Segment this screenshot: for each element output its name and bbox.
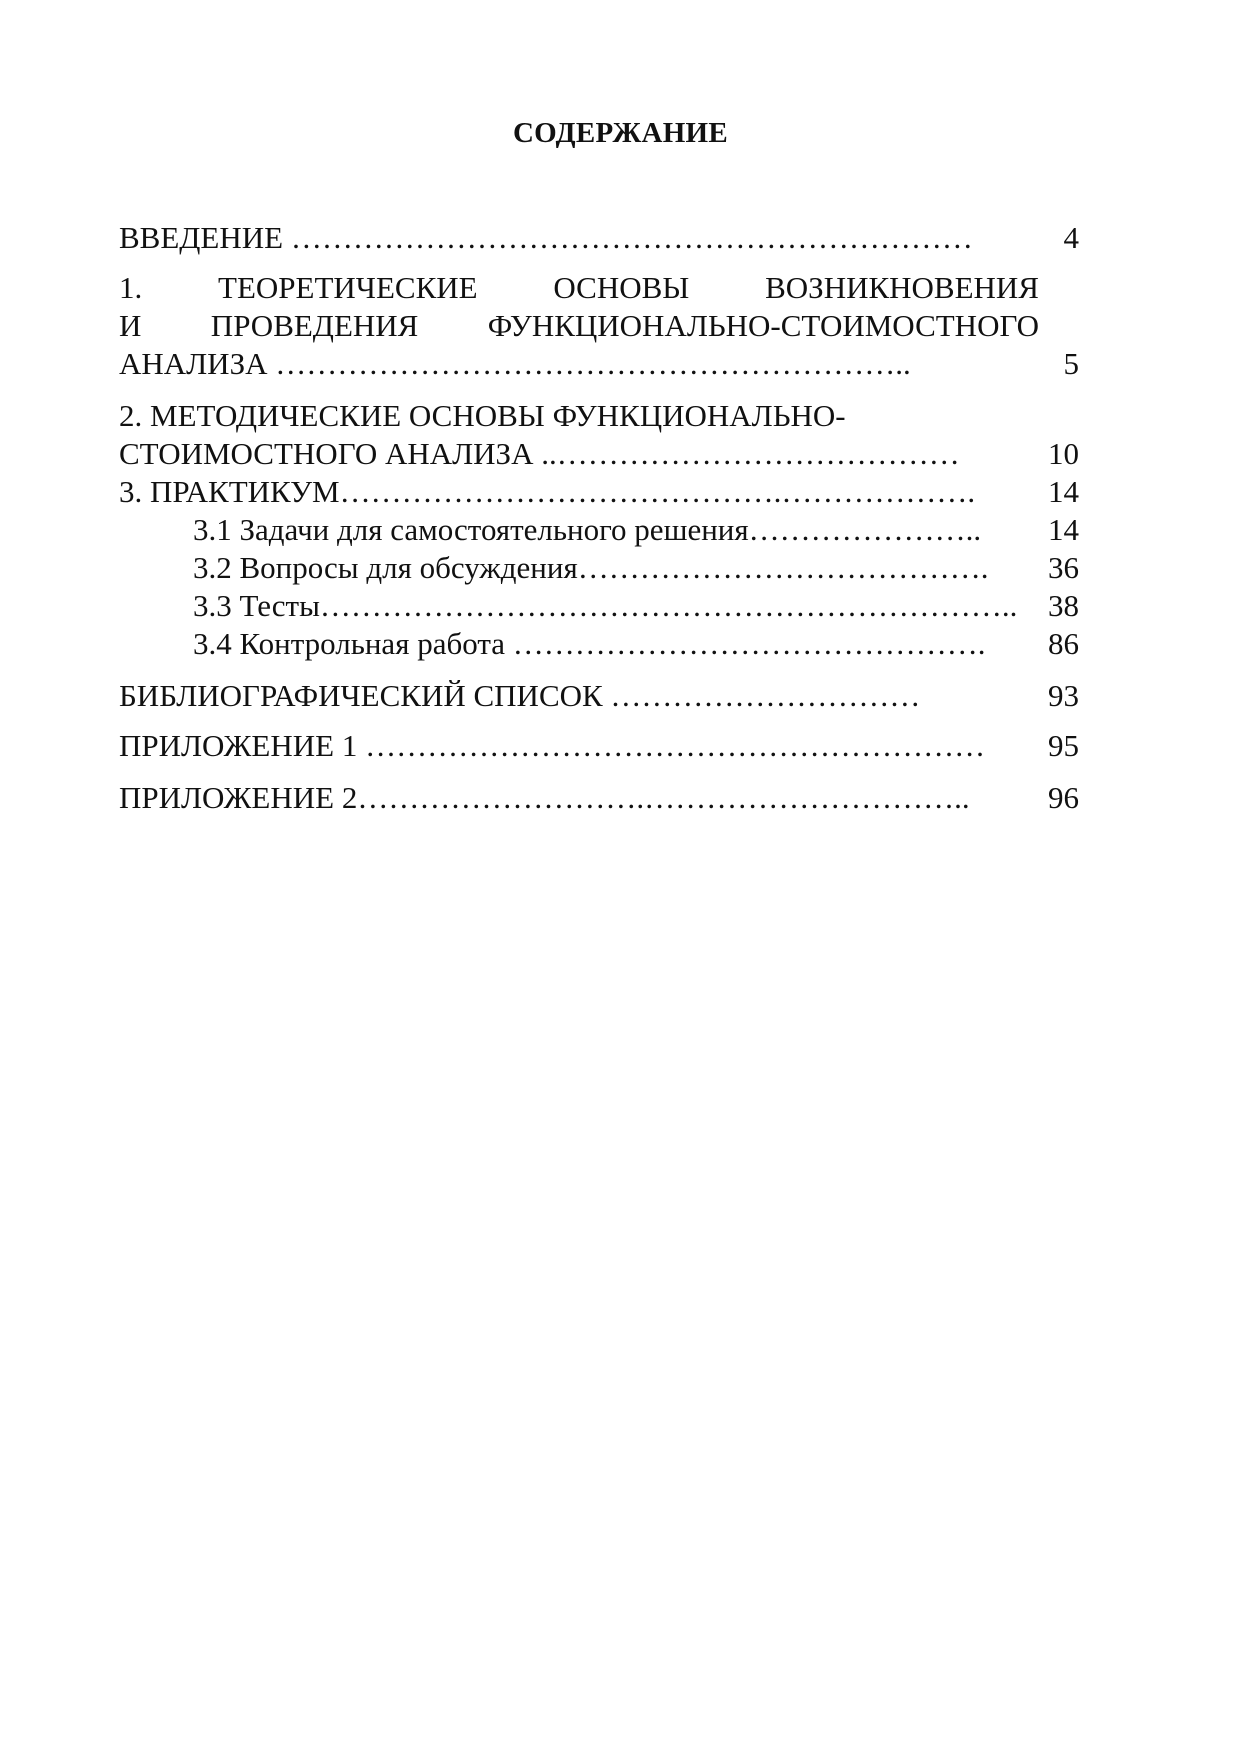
toc-page-number: 93: [1048, 678, 1079, 713]
toc-entry-section-3-1[interactable]: [193, 512, 1049, 548]
toc-entry-chapter-2-line-1[interactable]: 2. МЕТОДИЧЕСКИЕ ОСНОВЫ ФУНКЦИОНАЛЬНО-: [119, 398, 846, 433]
toc-entry-label: АНАЛИЗА ……………………………………………………..: [119, 346, 911, 381]
toc-entry-label: БИБЛИОГРАФИЧЕСКИЙ СПИСОК …………………………: [119, 678, 921, 713]
toc-entry-chapter-2-line-2[interactable]: [119, 436, 1039, 472]
toc-entry-label: ПРИЛОЖЕНИЕ 2……………………….…………………………..: [119, 780, 970, 815]
toc-page-number: 95: [1048, 728, 1079, 763]
toc-entry-label: 3.1 Задачи для самостоятельного решения…………………..: [193, 512, 982, 547]
toc-page-number: 4: [1063, 220, 1079, 255]
toc-entry-introduction[interactable]: [119, 220, 1039, 256]
toc-entry-label: 3. ПРАКТИКУМ…………………………………….……………….: [119, 474, 976, 509]
toc-entry-section-3-4[interactable]: [193, 626, 1049, 662]
toc-page-number: 86: [1048, 626, 1079, 661]
toc-entry-chapter-1-line-1[interactable]: 1. ТЕОРЕТИЧЕСКИЕ ОСНОВЫ ВОЗНИКНОВЕНИЯ: [119, 270, 1039, 305]
toc-page-number: 36: [1048, 550, 1079, 585]
toc-entry-label: ПРИЛОЖЕНИЕ 1 ……………………………………………………: [119, 728, 986, 763]
toc-entry-bibliography[interactable]: [119, 678, 1039, 714]
toc-entry-label: 3.2 Вопросы для обсуждения………………………………….: [193, 550, 989, 585]
toc-entry-chapter-3[interactable]: [119, 474, 1049, 510]
toc-entry-section-3-2[interactable]: [193, 550, 1049, 586]
toc-page-number: 5: [1063, 346, 1079, 381]
toc-entry-label: 3.3 Тесты…………………………………………………………..: [193, 588, 1018, 623]
toc-entry-section-3-3[interactable]: [193, 588, 1049, 624]
page-title: СОДЕРЖАНИЕ: [512, 117, 729, 149]
toc-page-number: 38: [1048, 588, 1079, 623]
toc-page-number: 10: [1048, 436, 1079, 471]
toc-page-number: 14: [1048, 474, 1079, 509]
toc-entry-chapter-1-line-2[interactable]: И ПРОВЕДЕНИЯ ФУНКЦИОНАЛЬНО-СТОИМОСТНОГО: [119, 308, 1039, 343]
toc-page-number: 96: [1048, 780, 1079, 815]
toc-entry-label: СТОИМОСТНОГО АНАЛИЗА ..…………………………………: [119, 436, 960, 471]
toc-entry-appendix-2[interactable]: [119, 780, 1039, 816]
toc-entry-label: 3.4 Контрольная работа ……………………………………….: [193, 626, 986, 661]
toc-entry-label: ВВЕДЕНИЕ …………………………………………………………: [119, 220, 973, 255]
toc-page-number: 14: [1048, 512, 1079, 547]
toc-entry-chapter-1-line-3[interactable]: [119, 346, 1039, 382]
toc-entry-appendix-1[interactable]: [119, 728, 1049, 764]
